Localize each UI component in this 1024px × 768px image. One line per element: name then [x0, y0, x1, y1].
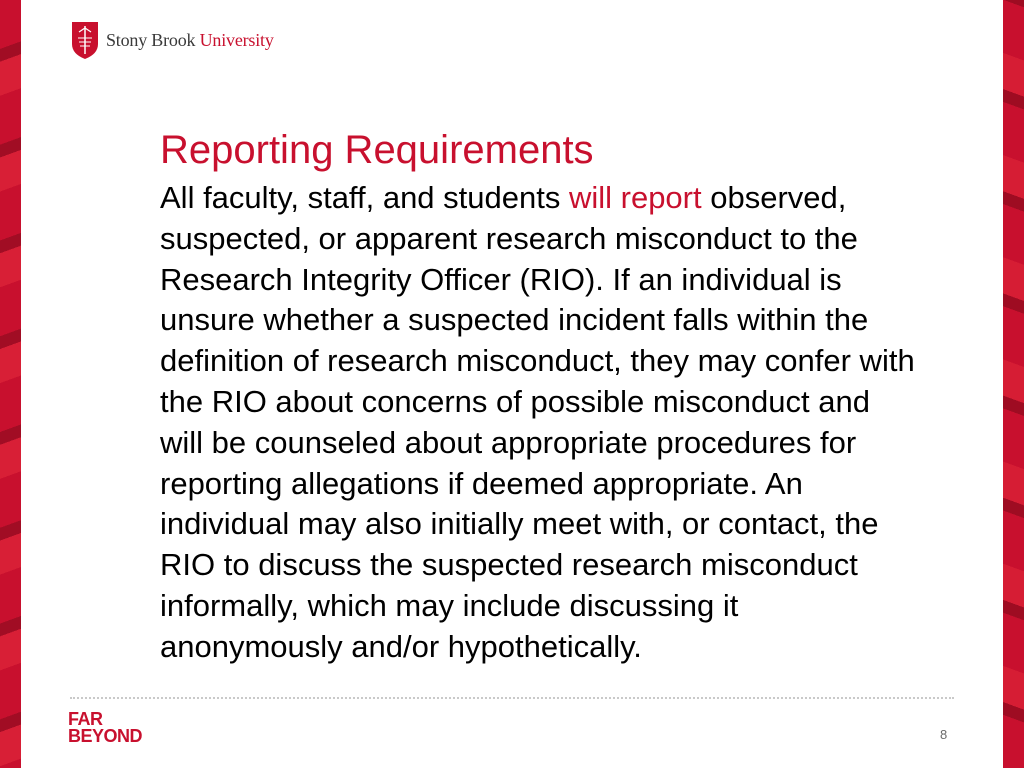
body-text-rest: observed, suspected, or apparent research misconduct to the Research Integrity Officer (RIO). If an individual is unsure whether a suspected incident falls within the definition of research misconduct, they may confer with the RIO about concerns of possible misconduct and will be counseled about appropriate procedures for reporting allegations if deemed appropriate. An individual may also initially meet with, or contact, the RIO to discuss the suspected research misconduct informally, which may include discussing it anonymously and/or hypothetically. — [160, 180, 915, 664]
slide-title: Reporting Requirements — [160, 128, 594, 172]
right-decorative-band — [1003, 0, 1024, 768]
far-beyond-logo — [68, 711, 160, 745]
logo-name-part1: Stony Brook — [106, 29, 196, 50]
far-beyond-line1: FAR — [68, 709, 103, 729]
left-decorative-band — [0, 0, 21, 768]
far-beyond-line2: BEYOND — [68, 726, 143, 746]
body-text-highlight: will report — [568, 180, 702, 215]
university-logo — [70, 20, 274, 60]
slide-body — [160, 178, 920, 668]
body-text-intro: All faculty, staff, and students — [160, 180, 569, 215]
page-number: 8 — [940, 727, 948, 742]
logo-wordmark — [106, 30, 274, 51]
shield-icon — [70, 20, 100, 60]
footer-divider — [70, 697, 954, 699]
logo-name-part2: University — [199, 29, 274, 50]
